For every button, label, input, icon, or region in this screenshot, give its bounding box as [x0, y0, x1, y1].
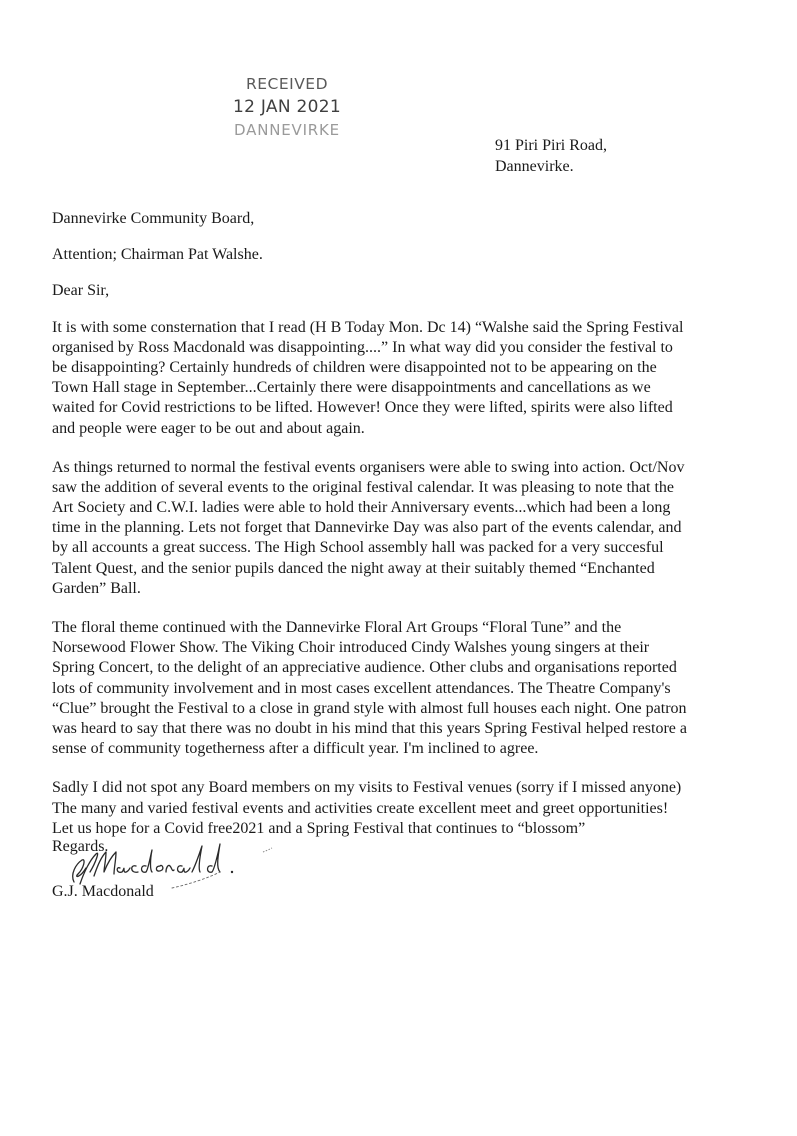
sender-address — [495, 135, 607, 177]
paragraph-line: Let us hope for a Covid free2021 and a Spring Festival that continues to “blossom” — [52, 819, 586, 837]
paragraph-line: lots of community involvement and in most cases excellent attendances. The Theatre Company's — [52, 679, 671, 697]
paragraph-line: and people were eager to be out and about again. — [52, 419, 365, 437]
paragraph-line: “Clue” brought the Festival to a close in grand style with almost full houses each night. One patron — [52, 699, 687, 717]
paragraph-line: Talent Quest, and the senior pupils danced the night away at their suitably themed “Enchanted — [52, 559, 655, 577]
paragraph-1 — [52, 318, 772, 439]
paragraph-line: The many and varied festival events and activities create excellent meet and greet opportunities! — [52, 799, 669, 817]
salutation: Dear Sir, — [52, 282, 110, 300]
stamp-date: 12 JAN 2021 — [232, 97, 342, 117]
address-town: Dannevirke. — [495, 158, 574, 175]
paragraph-line: by all accounts a great success. The High School assembly hall was packed for a very succesful — [52, 539, 664, 557]
paragraph-line: sense of community togetherness after a difficult year. I'm inclined to agree. — [52, 740, 539, 758]
paragraph-line: It is with some consternation that I read (H B Today Mon. Dc 14) “Walshe said the Spring Festival — [52, 318, 684, 336]
paragraph-line: time in the planning. Lets not forget that Dannevirke Day was also part of the events calendar, and — [52, 519, 682, 537]
paragraph-line: waited for Covid restrictions to be lifted. However! Once they were lifted, spirits were also lifted — [52, 399, 673, 417]
paragraph-line: be disappointing? Certainly hundreds of children were disappointed not to be appearing on the — [52, 358, 657, 376]
stamp-location: DANNEVIRKE — [234, 121, 340, 139]
paragraph-3 — [52, 618, 772, 759]
paragraph-line: Town Hall stage in September...Certainly there were disappointments and cancellations as we — [52, 379, 651, 397]
paragraph-line: saw the addition of several events to the original festival calendar. It was pleasing to note that the — [52, 478, 675, 496]
attention-line: Attention; Chairman Pat Walshe. — [52, 246, 263, 264]
addressee: Dannevirke Community Board, — [52, 210, 255, 227]
paragraph-line: Sadly I did not spot any Board members on my visits to Festival venues (sorry if I missed anyone) — [52, 779, 682, 797]
stamp-received: RECEIVED — [245, 75, 329, 93]
closing-regards: Regards. — [52, 838, 109, 855]
paragraph-line: Garden” Ball. — [52, 579, 141, 597]
paragraph-line: Spring Concert, to the delight of an appreciative audience. Other clubs and organisations reported — [52, 659, 677, 677]
paragraph-line: organised by Ross Macdonald was disappointing....” In what way did you consider the festival to — [52, 338, 673, 356]
letter-body — [52, 209, 772, 858]
paragraph-2 — [52, 458, 772, 599]
signatory-name: G.J. Macdonald — [52, 883, 154, 900]
paragraph-line: Art Society and C.W.I. ladies were able to hold their Anniversary events...which had been a long — [52, 499, 671, 517]
address-street: 91 Piri Piri Road, — [495, 137, 608, 154]
paragraph-line: The floral theme continued with the Dannevirke Floral Art Groups “Floral Tune” and the — [52, 619, 622, 636]
paragraph-line: As things returned to normal the festival events organisers were able to swing into action. Oct/Nov — [52, 458, 685, 476]
paragraph-line: Norsewood Flower Show. The Viking Choir introduced Cindy Walshes young singers at their — [52, 639, 650, 657]
stray-mark-icon — [262, 846, 274, 854]
paragraph-4 — [52, 778, 772, 839]
paragraph-line: was heard to say that there was no doubt in his mind that this years Spring Festival helped restore a — [52, 719, 687, 737]
received-stamp — [222, 74, 352, 140]
